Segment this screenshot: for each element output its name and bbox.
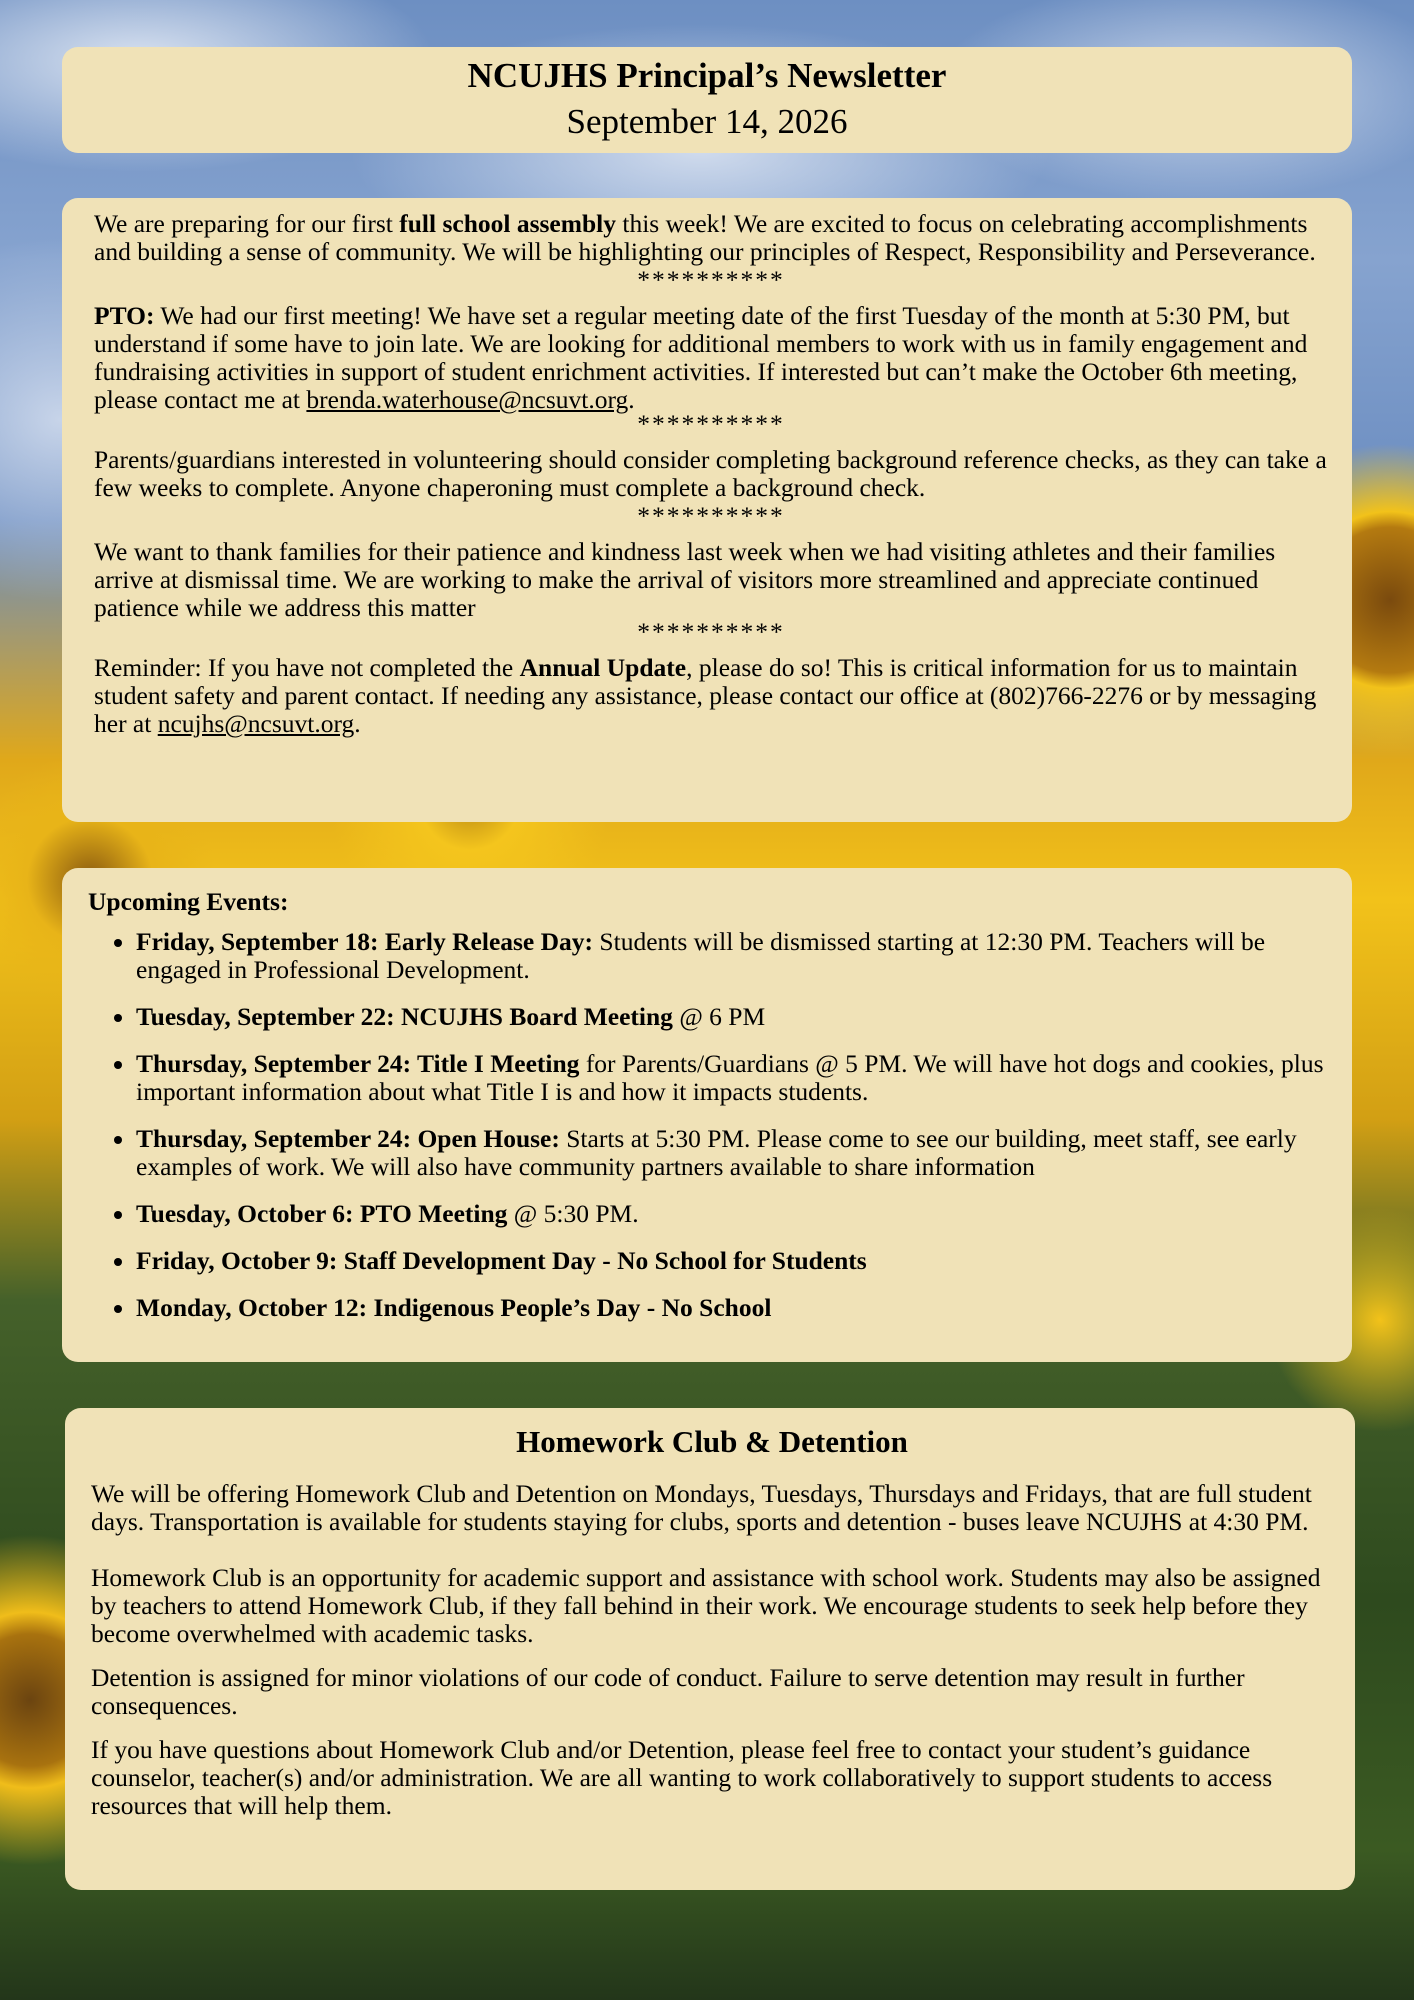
reminder-paragraph bbox=[94, 654, 1328, 738]
separator: ********** bbox=[637, 409, 785, 438]
list-item bbox=[136, 1125, 1328, 1181]
pto-text: We had our first meeting! We have set a regular meeting date of the first Tuesday of the month at 5:30 PM, but understand if some have to join late. We are looking for additional members to work with us in family engagement and fundraising activities in support of student enrichment activities. If interested but can’t make the October 6th meeting, please contact me at bbox=[94, 301, 1308, 414]
newsletter-date: September 14, 2026 bbox=[566, 102, 848, 141]
separator: ********** bbox=[637, 617, 785, 646]
list-item bbox=[136, 1247, 1328, 1275]
list-item bbox=[136, 928, 1328, 984]
event-title: Monday, October 12: Indigenous People’s Day - No School bbox=[136, 1293, 772, 1322]
list-item bbox=[136, 1200, 1328, 1228]
event-detail: for Parents/Guardians @ 5 PM. We will have hot dogs and cookies, plus important information about what Title I is and how it impacts students. bbox=[136, 1049, 1324, 1106]
assembly-text-end: this week! We are excited to focus on celebrating accomplishments and building a sense of community. We will be highlighting our principles of Respect, Responsibility and Perseverance. bbox=[94, 209, 1316, 266]
reminder-text-middle: , please do so! This is critical information for us to maintain student safety and parent contact. If needing any assistance, please contact our office at (802)766-2276 or by messaging her at bbox=[94, 653, 1317, 738]
homework-paragraph: Detention is assigned for minor violations of our code of conduct. Failure to serve detention may result in further consequences. bbox=[91, 1663, 1245, 1720]
reminder-text: Reminder: If you have not completed the bbox=[94, 653, 520, 682]
pto-email-link[interactable]: brenda.waterhouse@ncsuvt.org bbox=[306, 385, 629, 414]
event-detail: @ 6 PM bbox=[672, 1002, 766, 1031]
homework-paragraph: Homework Club is an opportunity for academic support and assistance with school work. Students may also be assigned by teachers to attend Homework Club, if they fall behind in their work. We encourage students to seek help before they become overwhelmed with academic tasks. bbox=[91, 1563, 1321, 1648]
separator: ********** bbox=[637, 265, 785, 294]
upcoming-events-panel bbox=[62, 868, 1352, 1362]
homework-paragraph: If you have questions about Homework Club and/or Detention, please feel free to contact your student’s guidance counselor, teacher(s) and/or administration. We are all wanting to work collaboratively to support students to access resources that will help them. bbox=[91, 1735, 1273, 1820]
event-detail: Starts at 5:30 PM. Please come to see our building, meet staff, see early examples of work. We will also have community partners available to share information bbox=[136, 1124, 1297, 1181]
separator: ********** bbox=[637, 501, 785, 530]
events-list bbox=[86, 928, 1328, 1322]
homework-paragraph: We will be offering Homework Club and Detention on Mondays, Tuesdays, Thursdays and Fridays, that are full student days. Transportation is available for students staying for clubs, sports and detention - buses leave NCUJHS at 4:30 PM. bbox=[91, 1479, 1312, 1536]
list-item bbox=[136, 1003, 1328, 1031]
event-title: Friday, October 9: Staff Development Day - No School for Students bbox=[136, 1246, 867, 1275]
event-detail: Students will be dismissed starting at 12:30 PM. Teachers will be engaged in Professional Development. bbox=[136, 927, 1266, 984]
newsletter-title: NCUJHS Principal’s Newsletter bbox=[467, 56, 947, 95]
assembly-bold-text: full school assembly bbox=[399, 209, 617, 238]
announcements-panel bbox=[62, 198, 1352, 822]
homework-title: Homework Club & Detention bbox=[516, 1424, 908, 1459]
event-title: Tuesday, October 6: PTO Meeting bbox=[136, 1199, 508, 1228]
event-title: Tuesday, September 22: NCUJHS Board Meeting bbox=[136, 1002, 673, 1031]
event-detail: @ 5:30 PM. bbox=[507, 1199, 639, 1228]
list-item bbox=[136, 1050, 1328, 1106]
newsletter-header bbox=[62, 47, 1352, 153]
list-item bbox=[136, 1294, 1328, 1322]
event-title: Friday, September 18: Early Release Day: bbox=[136, 927, 594, 956]
thanks-paragraph: We want to thank families for their patience and kindness last week when we had visiting athletes and their families arrive at dismissal time. We are working to make the arrival of visitors more streamlined and appreciate continued patience while we address this matter bbox=[94, 537, 1276, 622]
event-title: Thursday, September 24: Open House: bbox=[136, 1124, 560, 1153]
reminder-end: . bbox=[354, 709, 361, 738]
homework-club-panel bbox=[65, 1408, 1355, 1890]
pto-paragraph bbox=[94, 302, 1328, 414]
events-heading: Upcoming Events: bbox=[88, 887, 289, 916]
office-email-link[interactable]: ncujhs@ncsuvt.org bbox=[157, 709, 355, 738]
assembly-paragraph bbox=[94, 210, 1328, 266]
event-title: Thursday, September 24: Title I Meeting bbox=[136, 1049, 580, 1078]
annual-update-bold: Annual Update bbox=[519, 653, 687, 682]
pto-end: . bbox=[628, 385, 635, 414]
volunteer-paragraph: Parents/guardians interested in volunteering should consider completing background reference checks, as they can take a few weeks to complete. Anyone chaperoning must complete a background check. bbox=[94, 445, 1327, 502]
assembly-text: We are preparing for our first bbox=[94, 209, 400, 238]
pto-label: PTO: bbox=[94, 301, 155, 330]
